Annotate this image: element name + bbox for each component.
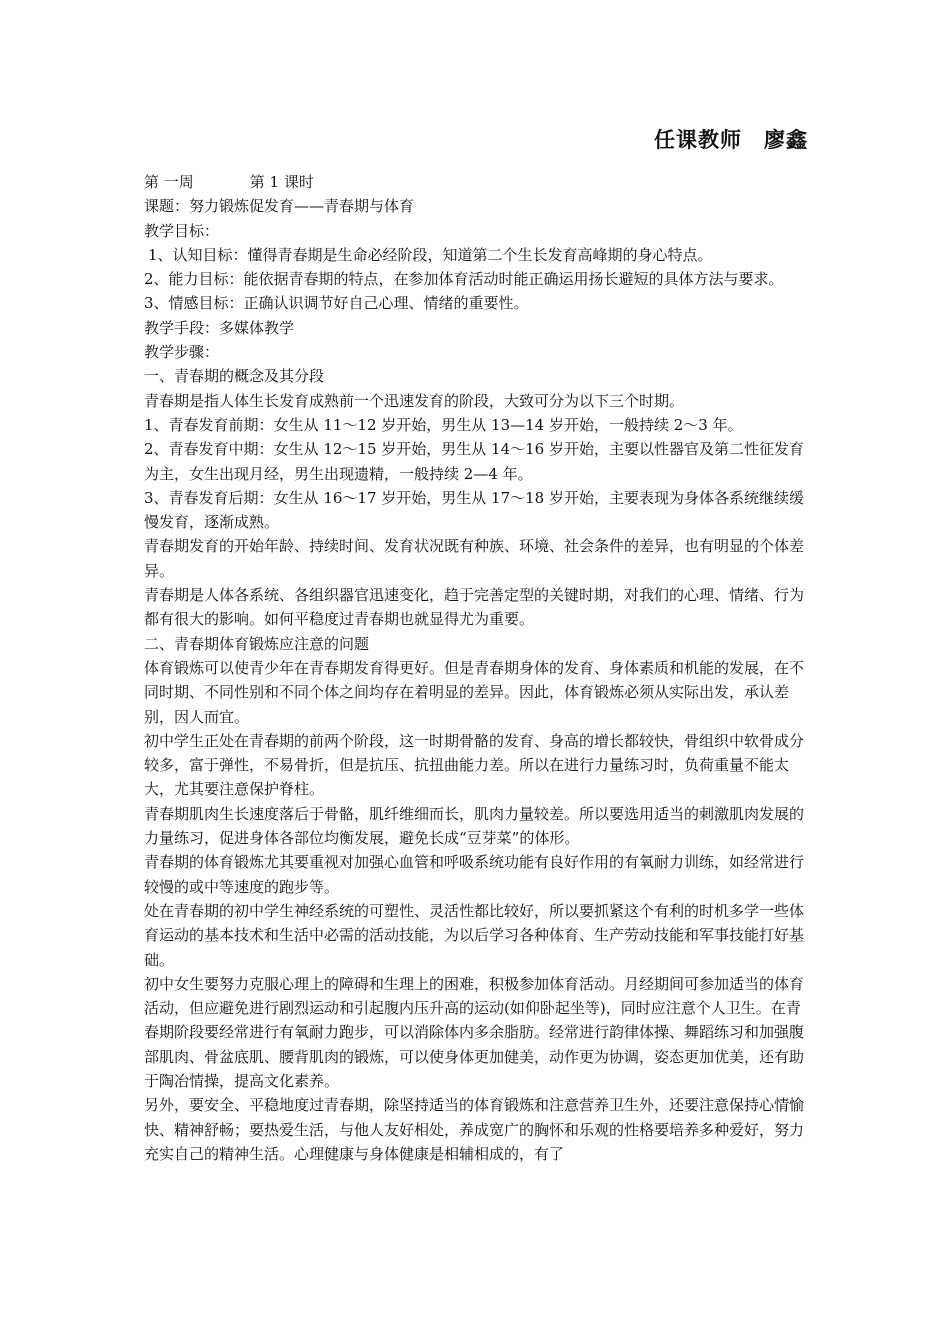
lesson-topic: 课题：努力锻炼促发育——青春期与体育 [144, 197, 415, 216]
week-label: 第 一周 [144, 173, 194, 191]
paragraph: 体育锻炼可以使青少年在青春期发育得更好。但是青春期身体的发育、身体素质和机能的发展，在不同时期、不同性别和不同个体之间均存在着明显的差异。因此，体育锻炼必须从实际出发，承认差别，因人而宜。 [144, 658, 805, 726]
teaching-means: 教学手段：多媒体教学 [144, 318, 295, 337]
section-two-heading: 二、青春期体育锻炼应注意的问题 [144, 634, 370, 653]
paragraph: 3、青春发育后期：女生从 16～17 岁开始，男生从 17～18 岁开始，主要表现为身体各系统继续缓慢发育，逐渐成熟。 [144, 488, 804, 532]
paragraph: 青春期是指人体生长发育成熟前一个迅速发育的阶段，大致可分为以下三个时期。 [144, 391, 685, 410]
paragraph: 另外，要安全、平稳地度过青春期，除坚持适当的体育锻炼和注意营养卫生外，还要注意保持心情愉快、精神舒畅；要热爱生活，与他人友好相处，养成宽广的胸怀和乐观的性格要培养多种爱好，努力充实自己的精神生活。心理健康与身体健康是相辅相成的，有了 [144, 1096, 805, 1163]
paragraph: 处在青春期的初中学生神经系统的可塑性、灵活性都比较好，所以要抓紧这个有利的时机多学一些体育运动的基本技术和生活中必需的活动技能，为以后学习各种体育、生产劳动技能和军事技能打好基础。 [144, 901, 805, 969]
section-one-heading: 一、青春期的概念及其分段 [144, 367, 325, 386]
objective-cognitive: 1、认知目标：懂得青春期是生命必经阶段，知道第二个生长发育高峰期的身心特点。 [148, 245, 713, 264]
objective-emotion: 3、情感目标：正确认识调节好自己心理、情绪的重要性。 [144, 294, 529, 313]
teacher-label: 任课教师 [654, 127, 742, 152]
paragraph: 2、青春发育中期：女生从 12～15 岁开始，男生从 14～16 岁开始，主要以性器官及第二性征发育为主，女生出现月经，男生出现遗精，一般持续 2—4 年。 [144, 440, 804, 483]
paragraph: 1、青春发育前期：女生从 11～12 岁开始，男生从 13—14 岁开始，一般持续 2～3 年。 [144, 415, 743, 434]
paragraph: 青春期肌肉生长速度落后于骨骼，肌纤维细而长，肌肉力量较差。所以要选用适当的刺激肌肉发展的力量练习，促进身体各部位均衡发展，避免长成“豆芽菜”的体形。 [144, 804, 805, 848]
objectives-heading: 教学目标： [144, 221, 220, 240]
paragraph: 青春期是人体各系统、各组织器官迅速变化，趋于完善定型的关键时期，对我们的心理、情绪、行为都有很大的影响。如何平稳度过青春期也就显得尤为重要。 [144, 586, 805, 629]
paragraph: 青春期发育的开始年龄、持续时间、发育状况既有种族、环境、社会条件的差异，也有明显的个体差异。 [144, 537, 805, 580]
paragraph: 初中女生要努力克服心理上的障碍和生理上的困难，积极参加体育活动。月经期间可参加适当的体育活动，但应避免进行剧烈运动和引起腹内压升高的运动(如仰卧起坐等)，同时应注意个人卫生。在青春期阶段要经常进行有氧耐力跑步，可以消除体内多余脂肪。经常进行韵律体操、舞蹈练习和加强腹部肌肉、骨盆底肌、腰背肌肉的锻炼，可以使身体更加健美，动作更为协调，姿态更加优美，还有助于陶冶情操，提高文化素养。 [144, 974, 805, 1090]
period-label: 第 1 课时 [249, 173, 314, 191]
objective-ability: 2、能力目标：能依据青春期的特点，在参加体育活动时能正确运用扬长避短的具体方法与要求。 [144, 270, 784, 289]
paragraph: 初中学生正处在青春期的前两个阶段，这一时期骨骼的发育、身高的增长都较快，骨组织中软骨成分较多，富于弹性，不易骨折，但是抗压、抗扭曲能力差。所以在进行力量练习时，负荷重量不能太大，尤其要注意保护脊柱。 [144, 731, 805, 799]
paragraph: 青春期的体育锻炼尤其要重视对加强心血管和呼吸系统功能有良好作用的有氧耐力训练，如经常进行较慢的或中等速度的跑步等。 [144, 853, 805, 896]
teacher-name: 廖鑫 [764, 127, 808, 152]
week-period-line [144, 170, 812, 194]
teacher-heading [654, 124, 808, 154]
lesson-body [144, 170, 812, 1166]
steps-heading: 教学步骤： [144, 343, 220, 362]
